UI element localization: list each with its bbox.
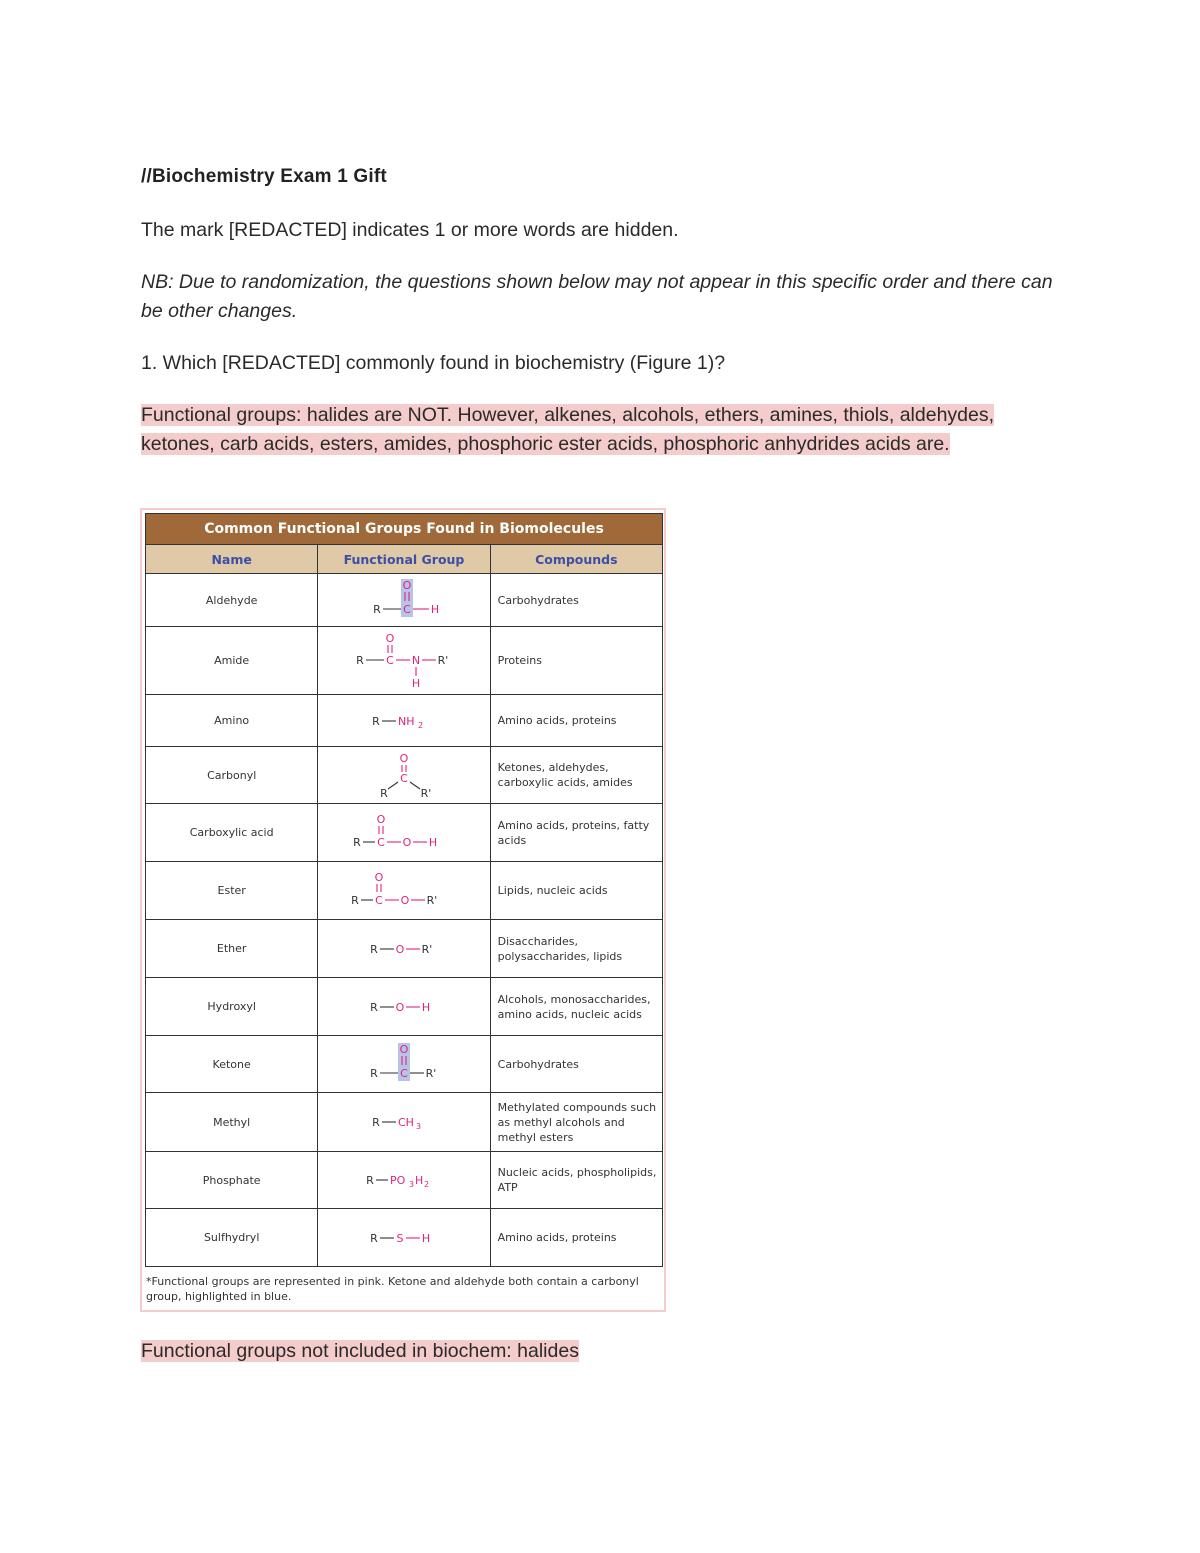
svg-text:R: R — [353, 835, 361, 849]
svg-text:H: H — [414, 1174, 424, 1187]
svg-text:H: H — [430, 603, 440, 616]
svg-text:NH: NH — [397, 714, 415, 728]
svg-text:R: R — [366, 1174, 374, 1187]
row-compounds: Disaccharides, polysaccharides, lipids — [490, 920, 662, 978]
svg-text:O: O — [399, 1043, 409, 1056]
svg-text:R: R — [370, 1067, 378, 1080]
structure-ester — [318, 862, 490, 920]
row-compounds: Proteins — [490, 627, 662, 695]
functional-groups-table — [145, 513, 663, 1267]
row-name: Ether — [146, 920, 318, 978]
svg-text:2: 2 — [423, 1180, 430, 1189]
svg-text:C: C — [377, 835, 385, 849]
question-1: 1. Which [REDACTED] commonly found in biochemistry (Figure 1)? — [141, 352, 726, 374]
structure-methyl — [318, 1093, 490, 1152]
svg-text:2: 2 — [417, 720, 424, 730]
answer-1-highlight: Functional groups: halides are NOT. However, alkenes, alcohols, ethers, amines, thiols, aldehydes, ketones, carb acids, esters, amides, phosphoric ester acids, phosphoric anhydrides acids are. — [141, 404, 995, 455]
figure-1 — [140, 508, 666, 1312]
row-name: Ester — [146, 862, 318, 920]
nb-note: NB: Due to randomization, the questions shown below may not appear in this specific order and there can be other changes. — [141, 271, 1053, 322]
svg-text:O: O — [374, 870, 384, 884]
svg-text:R': R' — [437, 653, 449, 667]
table-row — [146, 1093, 663, 1152]
svg-text:O: O — [402, 579, 412, 592]
svg-text:R: R — [380, 787, 388, 800]
row-name: Ketone — [146, 1036, 318, 1093]
structure-sulfhydryl — [318, 1209, 490, 1267]
table-row — [146, 862, 663, 920]
structure-amide — [318, 627, 490, 695]
structure-aldehyde — [318, 574, 490, 627]
svg-text:R': R' — [425, 1067, 437, 1080]
svg-text:R': R' — [426, 893, 438, 907]
page-title: //Biochemistry Exam 1 Gift — [141, 166, 387, 187]
svg-text:O: O — [402, 835, 412, 849]
row-name: Phosphate — [146, 1152, 318, 1209]
svg-text:R: R — [370, 1000, 378, 1014]
row-compounds: Amino acids, proteins — [490, 695, 662, 747]
svg-text:C: C — [386, 653, 394, 667]
row-compounds: Carbohydrates — [490, 1036, 662, 1093]
svg-text:R: R — [373, 603, 381, 616]
svg-text:R: R — [372, 714, 380, 728]
row-compounds: Alcohols, monosaccharides, amino acids, nucleic acids — [490, 978, 662, 1036]
table-footnote: *Functional groups are represented in pink. Ketone and aldehyde both contain a carbonyl group, highlighted in blue. — [146, 1275, 639, 1303]
row-compounds: Amino acids, proteins, fatty acids — [490, 804, 662, 862]
svg-text:O: O — [385, 631, 395, 645]
svg-text:R': R' — [421, 942, 433, 956]
row-compounds: Amino acids, proteins — [490, 1209, 662, 1267]
row-compounds: Carbohydrates — [490, 574, 662, 627]
svg-text:R: R — [351, 893, 359, 907]
header-functional-group: Functional Group — [318, 545, 490, 574]
svg-text:S: S — [396, 1231, 404, 1245]
structure-phosphate — [318, 1152, 490, 1209]
redaction-note: The mark [REDACTED] indicates 1 or more words are hidden. — [141, 219, 679, 241]
table-title: Common Functional Groups Found in Biomolecules — [146, 514, 663, 545]
row-name: Hydroxyl — [146, 978, 318, 1036]
table-row — [146, 1152, 663, 1209]
row-compounds: Ketones, aldehydes, carboxylic acids, amides — [490, 747, 662, 804]
row-name: Carbonyl — [146, 747, 318, 804]
structure-amino — [318, 695, 490, 747]
structure-carbonyl — [318, 747, 490, 804]
svg-text:N: N — [411, 653, 421, 667]
table-row — [146, 1209, 663, 1267]
row-name: Methyl — [146, 1093, 318, 1152]
svg-text:C: C — [403, 603, 411, 616]
answer-2 — [141, 1337, 1071, 1366]
svg-text:H: H — [421, 1000, 431, 1014]
row-compounds: Lipids, nucleic acids — [490, 862, 662, 920]
structure-ketone — [318, 1036, 490, 1093]
structure-carboxylic-acid — [318, 804, 490, 862]
svg-text:H: H — [421, 1231, 431, 1245]
svg-text:R: R — [370, 942, 378, 956]
svg-text:3: 3 — [415, 1122, 422, 1131]
svg-text:PO: PO — [389, 1174, 406, 1187]
table-row — [146, 804, 663, 862]
row-name: Sulfhydryl — [146, 1209, 318, 1267]
svg-text:C: C — [375, 893, 383, 907]
svg-text:O: O — [400, 893, 410, 907]
table-row — [146, 627, 663, 695]
svg-text:R: R — [372, 1116, 380, 1129]
answer-2-highlight: Functional groups not included in biochem: halides — [141, 1340, 579, 1362]
row-compounds: Nucleic acids, phospholipids, ATP — [490, 1152, 662, 1209]
svg-text:O: O — [376, 812, 386, 826]
table-row — [146, 695, 663, 747]
structure-ether — [318, 920, 490, 978]
svg-text:O: O — [395, 1000, 405, 1014]
answer-1 — [141, 401, 1071, 459]
row-name: Amino — [146, 695, 318, 747]
row-compounds: Methylated compounds such as methyl alcohols and methyl esters — [490, 1093, 662, 1152]
svg-text:O: O — [395, 942, 405, 956]
table-row — [146, 747, 663, 804]
row-name: Carboxylic acid — [146, 804, 318, 862]
table-row — [146, 574, 663, 627]
header-name: Name — [146, 545, 318, 574]
svg-text:CH: CH — [397, 1116, 414, 1129]
svg-text:R: R — [370, 1231, 378, 1245]
svg-text:R': R' — [420, 787, 432, 800]
header-compounds: Compounds — [490, 545, 662, 574]
svg-text:H: H — [411, 676, 421, 690]
row-name: Aldehyde — [146, 574, 318, 627]
svg-text:C: C — [400, 772, 408, 785]
svg-text:O: O — [399, 752, 409, 765]
svg-text:H: H — [428, 835, 438, 849]
svg-text:R: R — [356, 653, 364, 667]
svg-text:3: 3 — [408, 1180, 415, 1189]
table-row — [146, 1036, 663, 1093]
table-row — [146, 978, 663, 1036]
row-name: Amide — [146, 627, 318, 695]
structure-hydroxyl — [318, 978, 490, 1036]
svg-text:C: C — [400, 1067, 408, 1080]
table-row — [146, 920, 663, 978]
